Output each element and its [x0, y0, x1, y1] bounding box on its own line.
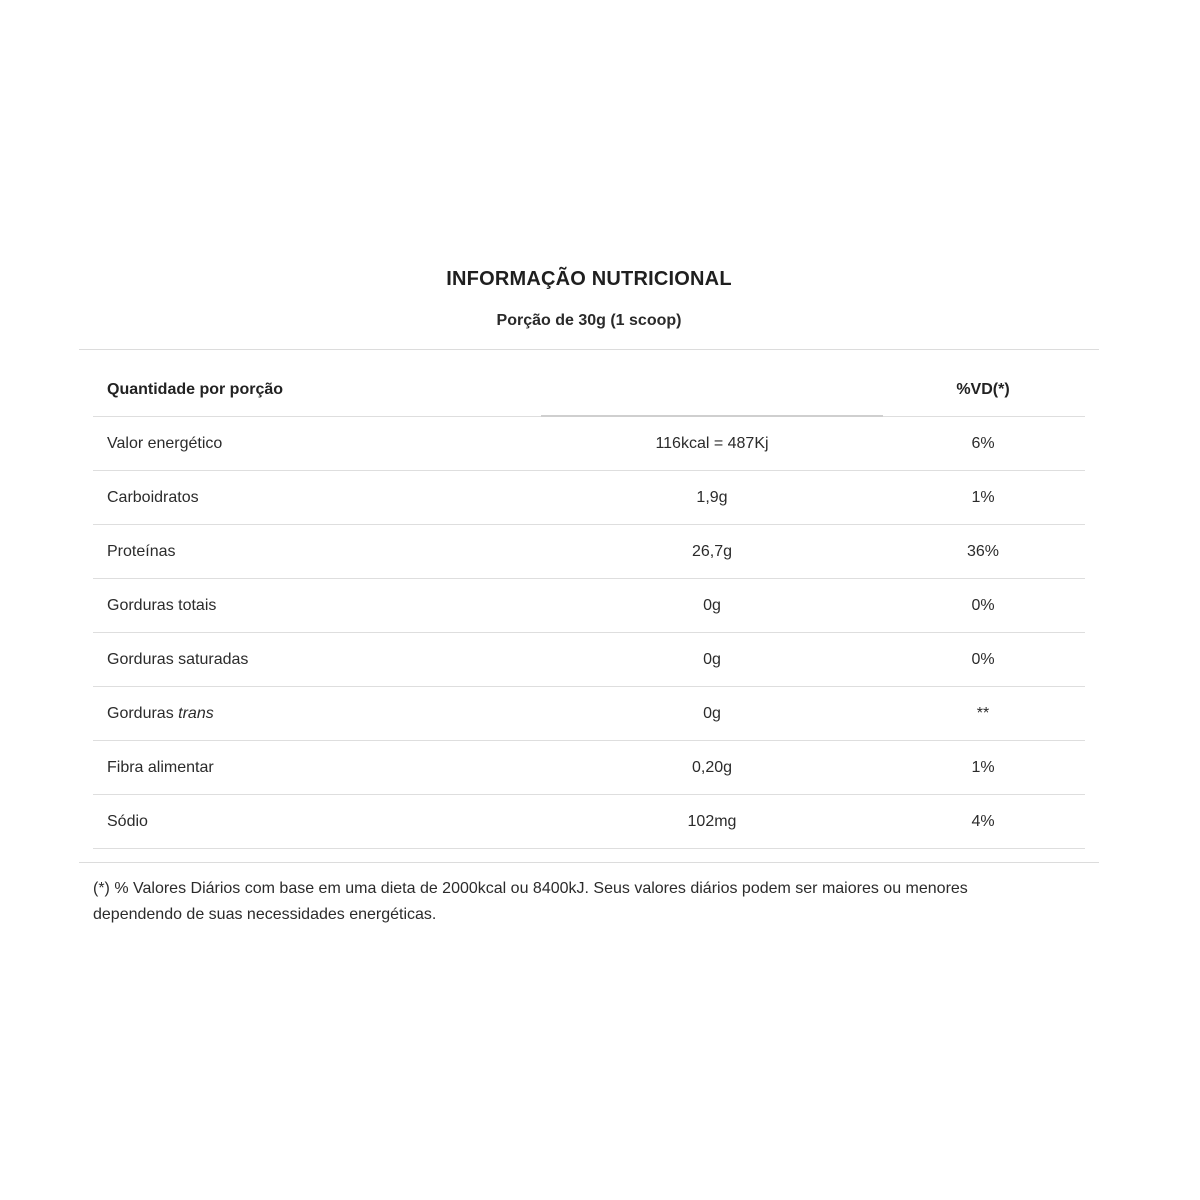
nutrient-name: Gorduras saturadas — [107, 651, 249, 668]
nutrient-vd: 0% — [971, 651, 995, 668]
serving-size: Porção de 30g (1 scoop) — [496, 312, 682, 329]
nutrient-vd: 36% — [966, 543, 1000, 560]
nutrient-name: Proteínas — [107, 543, 176, 560]
nutrient-name: Fibra alimentar — [107, 759, 214, 776]
table-row — [93, 417, 1085, 471]
nutrient-name-italic: trans — [178, 705, 214, 722]
column-header-vd: %VD(*) — [956, 381, 1010, 398]
nutrient-name-wrapper — [107, 687, 214, 740]
nutrient-amount: 0g — [703, 651, 721, 668]
nutrition-table — [93, 363, 1085, 849]
nutrient-name: Gorduras — [107, 705, 174, 722]
nutrient-amount: 26,7g — [691, 543, 733, 560]
nutrient-amount: 102mg — [687, 813, 737, 830]
table-header-row — [93, 363, 1085, 416]
nutrient-vd: 4% — [971, 813, 995, 830]
table-row — [93, 471, 1085, 525]
nutrient-vd: 6% — [971, 435, 995, 452]
nutrient-name: Carboidratos — [107, 489, 199, 506]
table-row — [93, 741, 1085, 795]
page-title: INFORMAÇÃO NUTRICIONAL — [446, 268, 732, 290]
top-divider — [79, 349, 1099, 350]
table-row — [93, 633, 1085, 687]
nutrient-name: Sódio — [107, 813, 148, 830]
nutrient-vd: 0% — [971, 597, 995, 614]
nutrient-vd: 1% — [971, 759, 995, 776]
nutrient-amount: 0g — [703, 597, 721, 614]
nutrient-name: Valor energético — [107, 435, 223, 452]
nutrient-vd: ** — [976, 705, 990, 722]
nutrient-amount: 0,20g — [691, 759, 733, 776]
table-row — [93, 579, 1085, 633]
table-row — [93, 525, 1085, 579]
footnote: (*) % Valores Diários com base em uma dieta de 2000kcal ou 8400kJ. Seus valores diários podem ser maiores ou menores dependendo de suas necessidades energéticas. — [93, 880, 968, 923]
table-row — [93, 795, 1085, 849]
nutrient-amount: 0g — [703, 705, 721, 722]
column-header-quantity: Quantidade por porção — [107, 381, 284, 398]
nutrient-name: Gorduras totais — [107, 597, 217, 614]
nutrient-amount: 116kcal = 487Kj — [655, 435, 769, 452]
table-row — [93, 687, 1085, 741]
nutrient-amount: 1,9g — [696, 489, 728, 506]
nutrient-vd: 1% — [971, 489, 995, 506]
bottom-divider — [79, 862, 1099, 863]
